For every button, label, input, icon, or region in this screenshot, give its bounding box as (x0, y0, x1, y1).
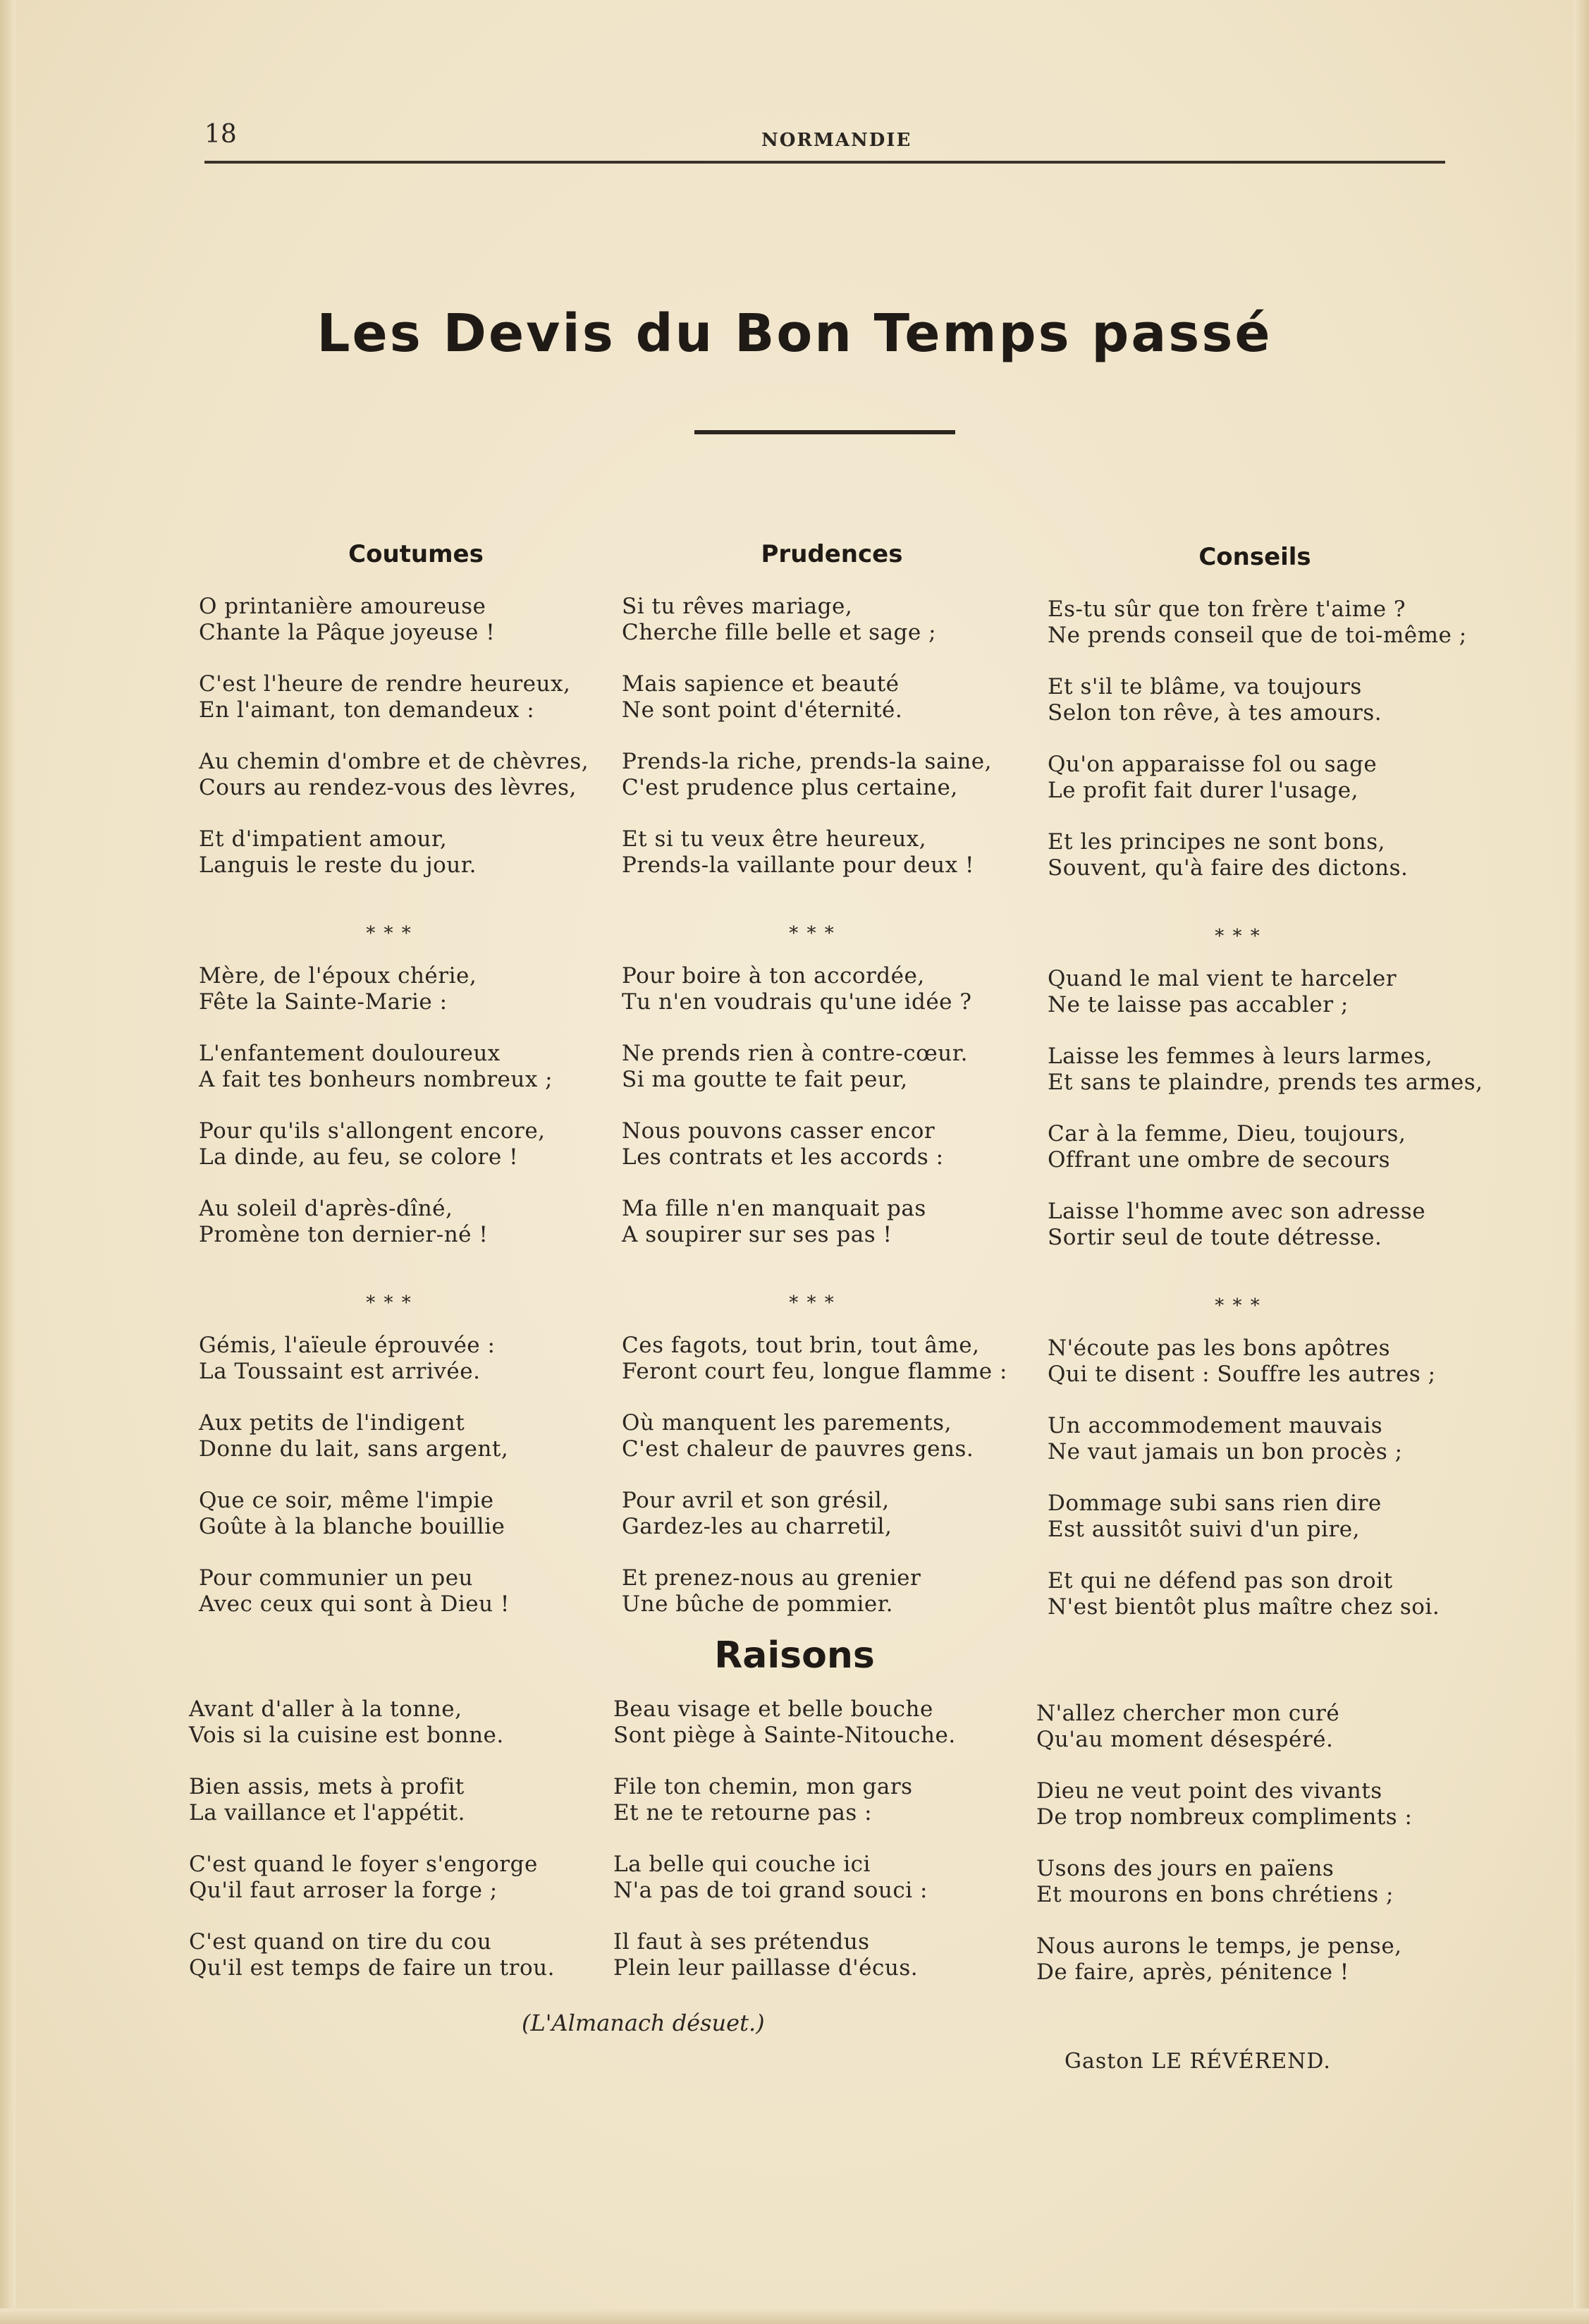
verse-line: Car à la femme, Dieu, toujours, (1048, 1121, 1406, 1146)
stanza (1048, 1199, 1499, 1251)
verse-line: Nous aurons le temps, je pense, (1036, 1933, 1402, 1959)
stanza (199, 1333, 650, 1385)
stanza (189, 1929, 640, 1981)
verse-line: Ne vaut jamais un bon procès ; (1048, 1439, 1403, 1464)
verse-line: La belle qui couche ici (613, 1852, 871, 1877)
stanza (199, 1410, 650, 1462)
verse-line: Qui te disent : Souffre les autres ; (1048, 1362, 1436, 1387)
verse-line: N'écoute pas les bons apôtres (1048, 1335, 1391, 1361)
verse-line: Laisse les femmes à leurs larmes, (1048, 1044, 1433, 1069)
verse-line: Où manquent les parements, (622, 1410, 952, 1436)
stanza (199, 1196, 650, 1248)
verse-line: Tu n'en voudrais qu'une idée ? (622, 989, 972, 1015)
poem-column (1048, 597, 1499, 1646)
verse-line: Avant d'aller à la tonne, (189, 1696, 462, 1722)
verse-line: La dinde, au feu, se colore ! (199, 1144, 519, 1170)
verse-line: Offrant une ombre de secours (1048, 1147, 1391, 1173)
verse-line: Les contrats et les accords : (622, 1144, 944, 1170)
stanza (1048, 1491, 1499, 1543)
stanza (1036, 1856, 1487, 1908)
stanza (1048, 1335, 1499, 1388)
stanza (622, 826, 1073, 879)
stanza (613, 1696, 1065, 1749)
title-rule (694, 430, 955, 434)
verse-line: Quand le mal vient te harceler (1048, 966, 1397, 991)
verse-line: Prends-la riche, prends-la saine, (622, 749, 993, 774)
verse-line: Pour avril et son grésil, (622, 1488, 890, 1513)
verse-line: Prends-la vaillante pour deux ! (622, 852, 974, 878)
verse-line: Selon ton rêve, à tes amours. (1048, 700, 1382, 726)
stanza (1048, 966, 1499, 1018)
poem-column (199, 594, 650, 1643)
verse-line: Beau visage et belle bouche (613, 1696, 933, 1722)
verse-line: Feront court feu, longue flamme : (622, 1359, 1007, 1384)
section-title-raisons: Raisons (714, 1634, 875, 1677)
asterism-separator: * * * (1215, 926, 1261, 947)
verse-line: Et qui ne défend pas son droit (1048, 1568, 1393, 1594)
verse-line: Sont piège à Sainte-Nitouche. (613, 1723, 956, 1748)
stanza (622, 594, 1073, 646)
verse-line: A soupirer sur ses pas ! (622, 1222, 892, 1247)
verse-line: Et sans te plaindre, prends tes armes, (1048, 1070, 1483, 1095)
stanza (613, 1774, 1065, 1826)
verse-line: N'est bientôt plus maître chez soi. (1048, 1594, 1440, 1620)
stanza (1036, 1778, 1487, 1830)
stanza (199, 671, 650, 723)
stanza (1048, 674, 1499, 726)
stanza (1036, 1701, 1487, 1753)
asterism-separator: * * * (789, 923, 835, 944)
verse-line: Mère, de l'époux chérie, (199, 963, 477, 989)
stanza (1048, 597, 1499, 649)
verse-line: Pour communier un peu (199, 1565, 474, 1591)
verse-line: Souvent, qu'à faire des dictons. (1048, 855, 1409, 881)
verse-line: Et d'impatient amour, (199, 826, 448, 852)
stanza (1048, 1413, 1499, 1465)
verse-line: Et si tu veux être heureux, (622, 826, 927, 852)
verse-line: Si tu rêves mariage, (622, 594, 853, 619)
stanza (199, 1488, 650, 1540)
verse-line: N'allez chercher mon curé (1036, 1701, 1340, 1726)
header-rule (204, 161, 1445, 164)
verse-line: Un accommodement mauvais (1048, 1413, 1383, 1438)
verse-line: Bien assis, mets à profit (189, 1774, 465, 1799)
stanza (1048, 1044, 1499, 1096)
verse-line: Nous pouvons casser encor (622, 1118, 935, 1144)
verse-line: Plein leur paillasse d'écus. (613, 1955, 919, 1981)
verse-line: La Toussaint est arrivée. (199, 1359, 481, 1384)
verse-line: De trop nombreux compliments : (1036, 1804, 1413, 1830)
verse-line: Et s'il te blâme, va toujours (1048, 674, 1362, 699)
column-heading-coutumes: Coutumes (348, 540, 484, 568)
verse-line: Vois si la cuisine est bonne. (189, 1723, 504, 1748)
asterism-separator: * * * (789, 1292, 835, 1314)
verse-line: Cours au rendez-vous des lèvres, (199, 775, 577, 800)
verse-line: Sortir seul de toute détresse. (1048, 1225, 1382, 1250)
stanza (622, 1118, 1073, 1170)
stanza (622, 1196, 1073, 1248)
verse-line: Dieu ne veut point des vivants (1036, 1778, 1382, 1804)
verse-line: C'est prudence plus certaine, (622, 775, 958, 800)
stanza (1048, 1568, 1499, 1620)
stanza (613, 1852, 1065, 1904)
stanza (622, 749, 1073, 801)
verse-line: Au soleil d'après-dîné, (199, 1196, 453, 1221)
verse-line: Gardez-les au charretil, (622, 1514, 892, 1539)
verse-line: Avec ceux qui sont à Dieu ! (199, 1591, 510, 1617)
verse-line: Laisse l'homme avec son adresse (1048, 1199, 1426, 1224)
poem-column (622, 594, 1073, 1643)
verse-line: Ces fagots, tout brin, tout âme, (622, 1333, 980, 1358)
verse-line: Usons des jours en païens (1036, 1856, 1335, 1881)
stanza (622, 1410, 1073, 1462)
stanza (189, 1774, 640, 1826)
stanza (199, 826, 650, 879)
verse-line: De faire, après, pénitence ! (1036, 1959, 1349, 1985)
verse-line: Ne prends conseil que de toi-même ; (1048, 623, 1467, 648)
verse-line: Et les principes ne sont bons, (1048, 829, 1385, 855)
verse-line: Qu'au moment désespéré. (1036, 1727, 1334, 1752)
journal-name: NORMANDIE (761, 130, 912, 151)
asterism-separator: * * * (366, 923, 412, 944)
verse-line: File ton chemin, mon gars (613, 1774, 913, 1799)
verse-line: C'est quand on tire du cou (189, 1929, 492, 1955)
verse-line: Promène ton dernier-né ! (199, 1222, 489, 1247)
asterism-separator: * * * (1215, 1295, 1261, 1316)
author-signature: Gaston LE RÉVÉREND. (1065, 2049, 1331, 2074)
verse-line: O printanière amoureuse (199, 594, 486, 619)
paper-edge-bottom (0, 2308, 1589, 2324)
verse-line: Pour qu'ils s'allongent encore, (199, 1118, 546, 1144)
page-number: 18 (204, 120, 237, 149)
raisons-column (613, 1696, 1065, 2007)
verse-line: C'est l'heure de rendre heureux, (199, 671, 571, 697)
verse-line: Fête la Sainte-Marie : (199, 989, 448, 1015)
verse-line: Chante la Pâque joyeuse ! (199, 620, 496, 645)
verse-line: Le profit fait durer l'usage, (1048, 778, 1358, 803)
stanza (613, 1929, 1065, 1981)
stanza (622, 671, 1073, 723)
verse-line: Languis le reste du jour. (199, 852, 477, 878)
verse-line: Est aussitôt suivi d'un pire, (1048, 1517, 1360, 1542)
stanza (1048, 752, 1499, 804)
stanza (199, 1118, 650, 1170)
raisons-column (189, 1696, 640, 2007)
verse-line: Une bûche de pommier. (622, 1591, 893, 1617)
verse-line: Cherche fille belle et sage ; (622, 620, 937, 645)
verse-line: L'enfantement douloureux (199, 1041, 501, 1066)
verse-line: Pour boire à ton accordée, (622, 963, 925, 989)
stanza (622, 963, 1073, 1015)
verse-line: Qu'il est temps de faire un trou. (189, 1955, 555, 1981)
stanza (189, 1696, 640, 1749)
stanza (1036, 1933, 1487, 1986)
verse-line: A fait tes bonheurs nombreux ; (199, 1067, 553, 1092)
stanza (622, 1333, 1073, 1385)
verse-line: Aux petits de l'indigent (199, 1410, 465, 1436)
verse-line: Mais sapience et beauté (622, 671, 900, 697)
verse-line: N'a pas de toi grand souci : (613, 1878, 928, 1903)
verse-line: Gémis, l'aïeule éprouvée : (199, 1333, 496, 1358)
verse-line: Et mourons en bons chrétiens ; (1036, 1882, 1394, 1907)
verse-line: Ma fille n'en manquait pas (622, 1196, 926, 1221)
stanza (1048, 829, 1499, 881)
stanza (1048, 1121, 1499, 1173)
source-citation: (L'Almanach désuet.) (522, 2010, 765, 2036)
stanza (622, 1041, 1073, 1093)
asterism-separator: * * * (366, 1292, 412, 1314)
raisons-column (1036, 1701, 1487, 2011)
verse-line: C'est quand le foyer s'engorge (189, 1852, 538, 1877)
verse-line: Ne prends rien à contre-cœur. (622, 1041, 968, 1066)
stanza (199, 963, 650, 1015)
verse-line: Es-tu sûr que ton frère t'aime ? (1048, 597, 1406, 622)
verse-line: Qu'il faut arroser la forge ; (189, 1878, 498, 1903)
page-header (204, 113, 1445, 169)
verse-line: Si ma goutte te fait peur, (622, 1067, 908, 1092)
verse-line: Au chemin d'ombre et de chèvres, (199, 749, 589, 774)
verse-line: Et ne te retourne pas : (613, 1800, 873, 1825)
verse-line: Donne du lait, sans argent, (199, 1436, 509, 1462)
verse-line: Il faut à ses prétendus (613, 1929, 870, 1955)
page-title: Les Devis du Bon Temps passé (317, 303, 1272, 364)
stanza (622, 1565, 1073, 1617)
verse-line: Qu'on apparaisse fol ou sage (1048, 752, 1378, 777)
stanza (199, 594, 650, 646)
column-heading-conseils: Conseils (1198, 543, 1311, 571)
verse-line: Goûte à la blanche bouillie (199, 1514, 505, 1539)
verse-line: Ne sont point d'éternité. (622, 697, 903, 723)
verse-line: Dommage subi sans rien dire (1048, 1491, 1382, 1516)
stanza (199, 1565, 650, 1617)
verse-line: La vaillance et l'appétit. (189, 1800, 465, 1825)
stanza (622, 1488, 1073, 1540)
verse-line: Que ce soir, même l'impie (199, 1488, 494, 1513)
stanza (199, 749, 650, 801)
stanza (199, 1041, 650, 1093)
stanza (189, 1852, 640, 1904)
column-heading-prudences: Prudences (761, 540, 903, 568)
verse-line: En l'aimant, ton demandeux : (199, 697, 535, 723)
verse-line: Ne te laisse pas accabler ; (1048, 992, 1349, 1017)
verse-line: C'est chaleur de pauvres gens. (622, 1436, 974, 1462)
verse-line: Et prenez-nous au grenier (622, 1565, 921, 1591)
